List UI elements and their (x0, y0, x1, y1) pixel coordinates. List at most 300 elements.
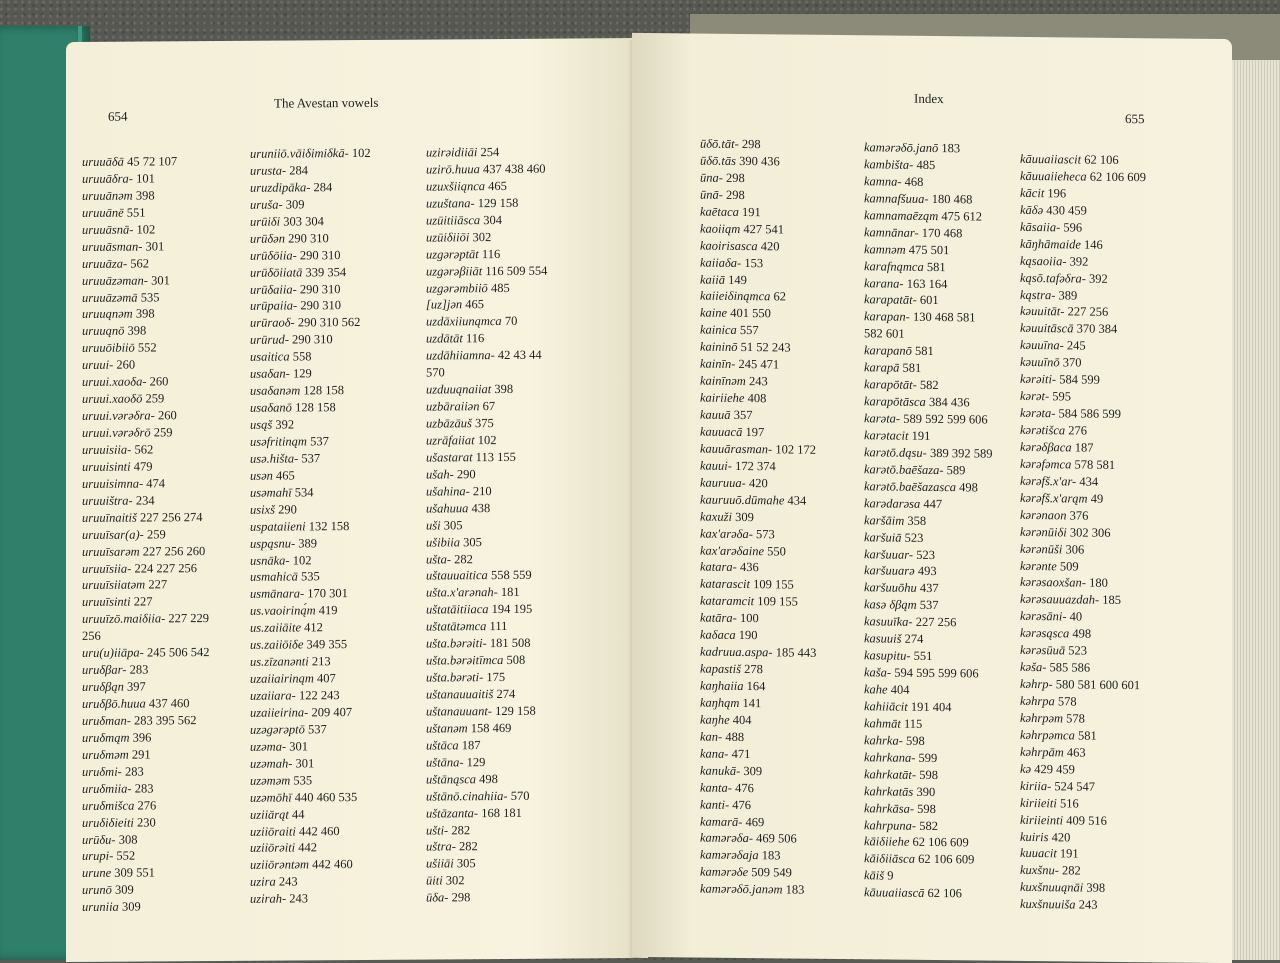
index-page-refs: 256 (82, 629, 101, 644)
index-headword: kauruuō.dūmahe (700, 492, 785, 508)
index-entry (700, 796, 816, 814)
index-page-refs: 45 72 107 (123, 154, 178, 169)
index-headword: ušahuua (426, 500, 469, 516)
index-entry (82, 509, 209, 527)
index-entry (250, 687, 371, 705)
index-entry (426, 736, 547, 754)
index-page-refs: 509 (1056, 558, 1079, 574)
index-entry (864, 461, 992, 479)
index-page-refs: 389 392 589 (926, 445, 993, 461)
index-entry (1020, 676, 1146, 694)
index-headword: kainīnəm (700, 373, 746, 389)
index-page-refs: 282 (448, 822, 471, 837)
index-headword: uruδβō.huua (82, 696, 146, 711)
index-page-refs: 62 106 (924, 886, 962, 901)
index-headword: kəhrpəmca (1020, 727, 1075, 743)
index-page-refs: 420 (745, 475, 768, 491)
index-headword: urūpaiia- (250, 298, 298, 314)
index-page-refs: 191 (1056, 846, 1079, 861)
index-headword: uruδmišca (82, 798, 135, 813)
index-entry (82, 526, 209, 544)
index-entry (250, 636, 371, 654)
index-headword: kamnafšuua- (864, 191, 929, 206)
index-entry (864, 343, 992, 361)
index-page-refs: 442 460 (295, 823, 340, 838)
index-entry (426, 635, 547, 653)
index-headword: kəhrpām (1020, 744, 1064, 760)
index-entry (250, 348, 371, 366)
index-page-refs: 392 (1085, 271, 1108, 286)
index-page-refs: 537 (916, 598, 939, 613)
index-page-refs: 42 43 44 (494, 347, 542, 363)
index-page-refs: 40 (1066, 609, 1083, 624)
index-headword: kərəiti- (1020, 372, 1057, 387)
index-entry (864, 817, 992, 835)
index-headword: kasupitu- (864, 648, 911, 663)
index-entry (864, 647, 992, 665)
index-headword: kərənaon (1020, 507, 1067, 523)
index-page-refs: 582 (916, 377, 939, 393)
index-headword: uzirəidiiāi (426, 145, 478, 160)
index-entry (1020, 236, 1146, 254)
index-entry (426, 770, 547, 788)
index-page-refs: 468 (901, 174, 924, 189)
index-headword: kəša- (1020, 660, 1047, 675)
index-page-refs: 584 599 (1056, 372, 1100, 387)
index-headword: kərənūiδi (1020, 524, 1067, 540)
index-page-refs: 116 (478, 246, 501, 261)
index-entry (700, 847, 816, 865)
index-page-refs: 390 436 (736, 153, 780, 169)
index-page-refs: 227 256 (912, 615, 957, 630)
index-entry (1020, 710, 1146, 728)
index-entry (426, 821, 547, 839)
index-headword: uruδiδieiti (82, 815, 134, 830)
index-headword: kamərəδō.janō (864, 140, 939, 156)
index-entry (250, 162, 371, 180)
index-page-refs: 194 195 (488, 602, 533, 617)
index-headword: uruδβąn (82, 679, 124, 694)
index-entry (1020, 507, 1146, 525)
index-page-refs: 67 (479, 399, 496, 414)
index-entry (700, 305, 816, 323)
index-page-refs: 302 (469, 229, 492, 244)
index-entry (426, 449, 547, 467)
index-headword: uzəmōhī (250, 790, 292, 805)
index-page-refs: 558 (289, 349, 312, 364)
index-entry (864, 241, 992, 259)
index-entry (1020, 625, 1146, 643)
running-head-right: Index (914, 90, 944, 107)
index-entry (700, 695, 816, 713)
index-headword: kərəfš.x'arąm (1020, 490, 1088, 506)
index-entry (250, 772, 371, 790)
index-page-refs: 180 468 (928, 191, 973, 207)
index-entry (864, 275, 992, 293)
index-page-refs: 191 (908, 428, 931, 443)
page-number-left: 654 (108, 108, 128, 124)
index-entry (1020, 828, 1146, 846)
index-page-refs: 102 (474, 432, 497, 448)
index-entry (1020, 540, 1146, 558)
index-page-refs: 227 256 260 (139, 543, 206, 559)
index-headword: uzgərəptāt (426, 246, 479, 262)
index-column-right-3 (1020, 151, 1146, 915)
index-page-refs: 493 (914, 564, 937, 579)
index-entry (700, 457, 816, 475)
index-entry (426, 601, 547, 619)
index-entry (1020, 574, 1146, 592)
index-page-refs: 141 (739, 695, 762, 711)
index-page-refs: 164 (743, 679, 766, 694)
index-page-refs: 115 (900, 716, 923, 731)
index-headword: uzəməm (250, 773, 291, 788)
index-headword: kərət- (1020, 389, 1050, 404)
index-headword: kasuuīka- (864, 614, 913, 630)
index-headword: uzduuąnaiiat (426, 382, 492, 397)
index-headword: karana- (864, 275, 904, 291)
index-entry (426, 703, 547, 721)
index-page-refs: 245 471 (735, 357, 780, 372)
index-entry (700, 593, 816, 611)
index-entry (1020, 795, 1146, 813)
index-page-refs: 596 (1060, 220, 1083, 235)
index-page-refs: 582 601 (864, 326, 905, 342)
index-headword: uruui.vərəδrō (82, 425, 151, 440)
index-entry (864, 173, 992, 191)
index-page-refs: 474 (143, 476, 165, 491)
index-entry (864, 478, 992, 496)
index-page-refs: 260 (154, 408, 177, 423)
index-headword: ušta.bərəti- (426, 670, 484, 685)
index-headword: kanti- (700, 797, 730, 812)
index-page-refs: 282 (451, 551, 473, 566)
index-headword: kāiš (864, 868, 885, 883)
index-entry (864, 783, 992, 801)
index-entry (250, 755, 371, 773)
index-page-refs: 230 (133, 814, 156, 830)
index-page-refs: 589 (943, 462, 966, 478)
index-entry (426, 499, 547, 517)
index-entry (250, 856, 371, 874)
index-headword: uruuāsman- (82, 239, 143, 254)
index-entry (1020, 354, 1146, 372)
index-headword: kərənūši (1020, 541, 1063, 556)
index-headword: kamnəm (864, 241, 906, 257)
index-entry (82, 644, 209, 662)
index-page-refs: 537 (298, 451, 321, 466)
index-entry (250, 196, 371, 214)
index-entry (1020, 879, 1146, 897)
index-entry (864, 207, 992, 225)
index-entry (700, 390, 816, 408)
index-headword: kərəfš.x'ar- (1020, 473, 1077, 489)
index-headword: kahmāt (864, 716, 901, 731)
index-headword: kadruua.aspa- (700, 644, 773, 660)
index-headword: ušta.bərəitīmca (426, 653, 504, 668)
index-page-refs: 298 (722, 187, 745, 202)
index-page-refs: 243 (275, 874, 298, 889)
index-headword: kahrpuna- (864, 817, 917, 833)
index-page-refs: 581 (911, 344, 934, 359)
index-headword: usaδanəm (250, 383, 301, 398)
index-headword: uzgərəmbiiō (426, 280, 488, 296)
index-entry (1020, 337, 1146, 355)
index-page-refs: 146 (1080, 237, 1103, 252)
index-entry (700, 356, 816, 374)
index-entry (250, 839, 371, 857)
index-entry (250, 331, 371, 349)
index-entry (250, 280, 371, 298)
index-entry (426, 720, 547, 738)
index-headword: karapatāt- (864, 292, 917, 308)
index-entry (1020, 168, 1146, 186)
index-entry (82, 204, 209, 222)
index-entry (1020, 811, 1146, 829)
index-entry (250, 534, 371, 552)
index-page-refs: 109 155 (754, 594, 798, 609)
index-page-refs: 283 (131, 781, 154, 796)
index-page-refs: 227 229 (165, 611, 209, 626)
index-headword: uruui.xaoδō (82, 391, 143, 407)
index-page-refs: 389 (295, 535, 318, 550)
index-page-refs: 190 (735, 628, 758, 643)
index-headword: usaitica (250, 349, 290, 364)
index-page-refs: 260 (146, 374, 169, 389)
index-headword: uruuisiia- (82, 442, 132, 457)
index-headword: karšuuarə (864, 563, 915, 579)
index-entry (864, 851, 992, 869)
index-page-refs: 183 (938, 141, 961, 156)
index-entry (82, 898, 209, 916)
index-entry (864, 139, 992, 157)
index-page-refs: 210 (469, 483, 492, 498)
index-headword: kąsaoiia- (1020, 253, 1067, 269)
index-headword: kaoirisasca (700, 238, 758, 253)
index-headword: kaxuži (700, 509, 732, 524)
index-entry (82, 814, 209, 832)
index-entry (426, 669, 547, 687)
index-page-refs: 535 (137, 289, 160, 305)
index-page-refs: 301 (147, 272, 170, 288)
index-entry (700, 186, 816, 204)
index-page-refs: 485 (913, 157, 936, 172)
index-headword: karətō.dąsu- (864, 445, 927, 460)
index-entry (1020, 151, 1146, 169)
index-headword: kaoiiąm (700, 221, 741, 236)
index-entry (426, 652, 547, 670)
index-headword: kąstra- (1020, 287, 1056, 302)
index-column-right-1 (700, 136, 816, 899)
index-headword: uruui.xaoδa- (82, 374, 147, 390)
index-page-refs: 537 (306, 434, 329, 449)
index-headword: uruuāδra- (82, 171, 133, 186)
index-page-refs: 309 (111, 882, 134, 898)
index-headword: kamərəδaja (700, 847, 759, 863)
index-entry (864, 732, 992, 750)
index-entry (250, 365, 371, 383)
index-headword: uštāna- (426, 755, 464, 770)
index-headword: kəuuīnō (1020, 355, 1060, 370)
index-page-refs: 290 310 562 (294, 315, 361, 330)
index-entry (250, 873, 371, 891)
index-page-refs: 429 459 (1031, 761, 1075, 777)
index-headword: kəhrp- (1020, 676, 1053, 692)
index-entry (426, 753, 547, 771)
index-headword: uzūiδiiōi (426, 229, 470, 245)
index-headword: ušti- (426, 822, 449, 838)
index-headword: [uz]jən (426, 297, 463, 312)
index-headword: karapan- (864, 309, 910, 325)
index-headword: kərəsąsca (1020, 626, 1070, 641)
index-page-refs: 301 (142, 239, 165, 254)
index-headword: kapastiš (700, 661, 741, 677)
index-page-refs: 508 (503, 652, 526, 668)
index-page-refs: 465 (485, 178, 507, 193)
index-entry (82, 170, 209, 188)
index-page-refs: 282 (455, 839, 478, 854)
index-page-refs: 309 (118, 899, 141, 914)
index-page-refs: 187 (458, 737, 481, 753)
index-page-refs: 227 256 274 (136, 509, 203, 525)
index-headword: karapōtāsca (864, 394, 926, 409)
index-page-refs: 224 227 256 (131, 560, 197, 576)
index-headword: ušahina- (426, 483, 470, 499)
index-entry (82, 339, 209, 357)
index-headword: uruuisimna- (82, 476, 144, 491)
index-page-refs: 434 (784, 493, 807, 508)
index-entry (426, 465, 547, 483)
index-page-refs: 44 (288, 806, 305, 822)
index-page-refs: 498 (1069, 626, 1092, 641)
index-page-refs: 129 (463, 754, 486, 770)
index-headword: kaētaca (700, 204, 739, 219)
index-headword: kauuārasman- (700, 441, 773, 457)
index-page-refs: 290 310 (296, 247, 341, 263)
index-headword: kasə δβąm (864, 597, 917, 613)
index-column-left-1 (82, 153, 209, 916)
index-headword: karšuiā (864, 529, 902, 545)
index-headword: usmahicā (250, 569, 298, 585)
index-page-refs: 49 (1087, 491, 1104, 506)
index-page-refs: 227 256 (1064, 304, 1109, 320)
index-headword: ūδō.tāt- (700, 136, 739, 151)
index-entry (700, 881, 816, 899)
index-headword: kərətišca (1020, 422, 1066, 438)
index-entry (700, 424, 816, 442)
index-headword: usaδan- (250, 366, 290, 381)
index-headword: kana- (700, 746, 729, 761)
index-entry (250, 399, 371, 417)
index-headword: uruuāzəmā (82, 290, 138, 305)
index-entry (864, 664, 992, 682)
index-headword: uzrāfaiiat (426, 433, 475, 448)
index-entry (82, 797, 209, 815)
index-entry (864, 698, 992, 716)
index-entry (864, 156, 992, 174)
index-page-refs: 404 (729, 712, 752, 727)
index-page-refs: 298 (722, 170, 745, 185)
index-headword: kuxšnu- (1020, 863, 1059, 878)
index-page-refs: 524 547 (1051, 778, 1095, 794)
index-entry (426, 432, 547, 450)
index-page-refs: 419 (315, 603, 338, 618)
index-headword: kanukā- (700, 763, 741, 778)
index-headword: us.zaiiāite (250, 620, 302, 635)
index-page-refs: 485 (487, 280, 510, 295)
index-headword: uruniiō.vāiδimiδkā- (250, 146, 349, 161)
index-entry (426, 161, 547, 179)
index-entry (82, 187, 209, 205)
index-entry (700, 440, 816, 458)
index-headword: katarascit (700, 576, 750, 592)
index-headword: kamna- (864, 174, 902, 189)
index-headword: kauui- (700, 458, 732, 473)
index-page-refs: 442 (295, 840, 318, 855)
index-headword: uzgərəβiiāt (426, 263, 483, 279)
index-entry (82, 305, 209, 323)
index-headword: uši (426, 518, 441, 533)
index-page-refs: 309 (731, 509, 754, 524)
index-page-refs: 392 (1066, 254, 1089, 269)
index-headword: urūδaiia- (250, 281, 297, 297)
right-page (632, 33, 1232, 963)
index-entry (1020, 320, 1146, 338)
index-page-refs: 101 (132, 171, 155, 186)
index-entry (82, 221, 209, 239)
index-page-refs: 309 551 (111, 865, 155, 881)
index-entry (426, 855, 547, 873)
index-page-refs: 463 (1063, 745, 1086, 760)
index-page-refs: 375 (471, 416, 494, 431)
index-page-refs: 598 (914, 801, 936, 816)
index-entry (1020, 845, 1146, 863)
index-page-refs: 409 516 (1063, 812, 1107, 828)
index-entry (82, 780, 209, 798)
index-page-refs: 168 181 (478, 805, 522, 820)
index-entry (864, 495, 992, 513)
index-headword: karətō.baēšaza- (864, 462, 944, 477)
index-entry (1020, 693, 1146, 711)
index-headword: kuiris (1020, 829, 1049, 844)
index-page-refs: 170 301 (304, 586, 348, 601)
index-entry (864, 749, 992, 767)
index-entry (426, 838, 547, 856)
index-headword: uziiōraiti (250, 823, 296, 839)
index-headword: kāsaiia- (1020, 219, 1061, 235)
index-page-refs: 552 (113, 848, 136, 864)
index-entry (250, 467, 371, 485)
index-entry (864, 190, 992, 208)
index-page-refs: 245 506 542 (143, 645, 210, 660)
index-headword: uzbāraiiən (426, 399, 480, 414)
index-headword: kə (1020, 761, 1032, 776)
index-page-refs: 51 52 243 (737, 340, 791, 355)
index-entry (864, 258, 992, 276)
index-page-refs: 291 (128, 747, 151, 762)
index-headword: kaine (700, 305, 728, 321)
index-headword: kan- (700, 729, 723, 744)
index-entry (1020, 473, 1146, 491)
index-entry (82, 576, 209, 594)
index-page-refs: 100 (736, 611, 759, 626)
index-entry (82, 695, 209, 713)
index-entry (426, 686, 547, 704)
index-page-refs: 398 (124, 323, 147, 338)
index-entry (82, 746, 209, 764)
index-entry (82, 322, 209, 340)
index-headword: uštauuaitica (426, 568, 488, 583)
